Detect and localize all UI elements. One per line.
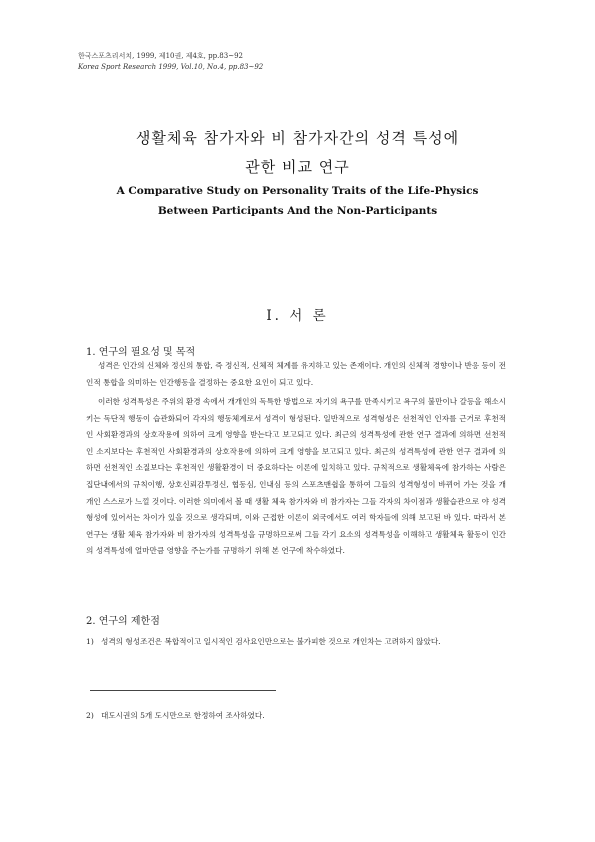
english-title-line-1: A Comparative Study on Personality Traits of the Life-Physics: [116, 185, 479, 197]
limitation-item-1-number: 1): [86, 637, 94, 646]
body-paragraph-2: 이러한 성격특성은 주위의 환경 속에서 개개인의 독특한 방법으로 자기의 욕구를 만족시키고 욕구의 불만이나 갈등을 해소시키는 독단적 행동이 습관화되어 각자의 행동체계로서 성격이 형성된다. 일반적으로 성격형성은 선천적인 인자를 근거로 후천적인 사회환경과의 상호작용에 의하여 크게 영향을 받는다고 보고되고 있다. 최근의 성격특성에 관한 연구 결과에 의하면 선천적인 소지보다는 후천적인 사회환경과의 상호작용에 의하여 크게 영향을 보고되고 있다. 최근의 성격특성에 관한 연구 결과에 의하면 선천적인 소질보다는 후천적인 생활환경이 더 중요하다는 이론에 일치하고 있다. 규칙적으로 생활체육에 참가하는 사람은 집단내에서의 규칙이행, 상호신뢰감투정신, 협동심, 인내심 등의 스포츠맨쉽을 통하여 그들의 성격형성이 바뀌어 가는 것을 개개인 스스로가 느낄 것이다. 이러한 의미에서 볼 때 생활 체육 참가자와 비 참가자는 그들 각자의 차이점과 생활습관으로 야 성격형성에 있어서는 차이가 있을 것으로 생각되며, 이와 근접한 이론이 외국에서도 여러 학자들에 의해 보고된 바 있다. 따라서 본 연구는 생활 체육 참가자와 비 참가자의 성격특성을 규명하므로써 그들 각기 요소의 성격특성을 이해하고 생활체육 활동이 인간의 성격특성에 얼마만큼 영향을 주는가를 규명하기 위해 본 연구에 착수하였다.: [86, 397, 506, 556]
subsection-heading-limitations: 2. 연구의 제한점: [86, 616, 160, 627]
limitation-item-2-number: 2): [86, 711, 94, 720]
journal-citation-english: Korea Sport Research 1999, Vol.10, No.4, pp.83~92: [78, 63, 264, 71]
korean-title-line-2: 관한 비교 연구: [245, 158, 350, 176]
english-title-line-2: Between Participants And the Non-Participants: [157, 205, 438, 217]
footnote-divider: [90, 690, 276, 691]
limitation-item-2-text: 대도시권의 5개 도시만으로 한정하여 조사하였다.: [101, 711, 265, 720]
limitation-item-1: [86, 634, 506, 651]
body-paragraph-1: 성격은 인간의 신체와 정신의 통합, 즉 정신적, 신체적 체계를 유지하고 있는 존재이다. 개인의 신체적 경향이나 반응 등이 전인적 통합을 의미하는 인간행동을 결정하는 중요한 요인이 되고 있다.: [86, 361, 506, 387]
subsection-heading-purpose: 1. 연구의 필요성 및 목적: [86, 347, 196, 358]
korean-title-line-1: 생활체육 참가자와 비 참가자간의 성격 특성에: [135, 129, 460, 147]
limitation-item-2: [86, 708, 506, 725]
limitation-item-1-text: 성격의 형성조건은 복합적이고 일시적인 검사요인만으로는 불가피한 것으로 개인차는 고려하지 않았다.: [101, 637, 441, 646]
journal-citation-korean: 한국스포츠리서치, 1999, 제10권, 제4호, pp.83~92: [78, 52, 243, 60]
section-heading-introduction: Ⅰ. 서 론: [266, 308, 329, 324]
